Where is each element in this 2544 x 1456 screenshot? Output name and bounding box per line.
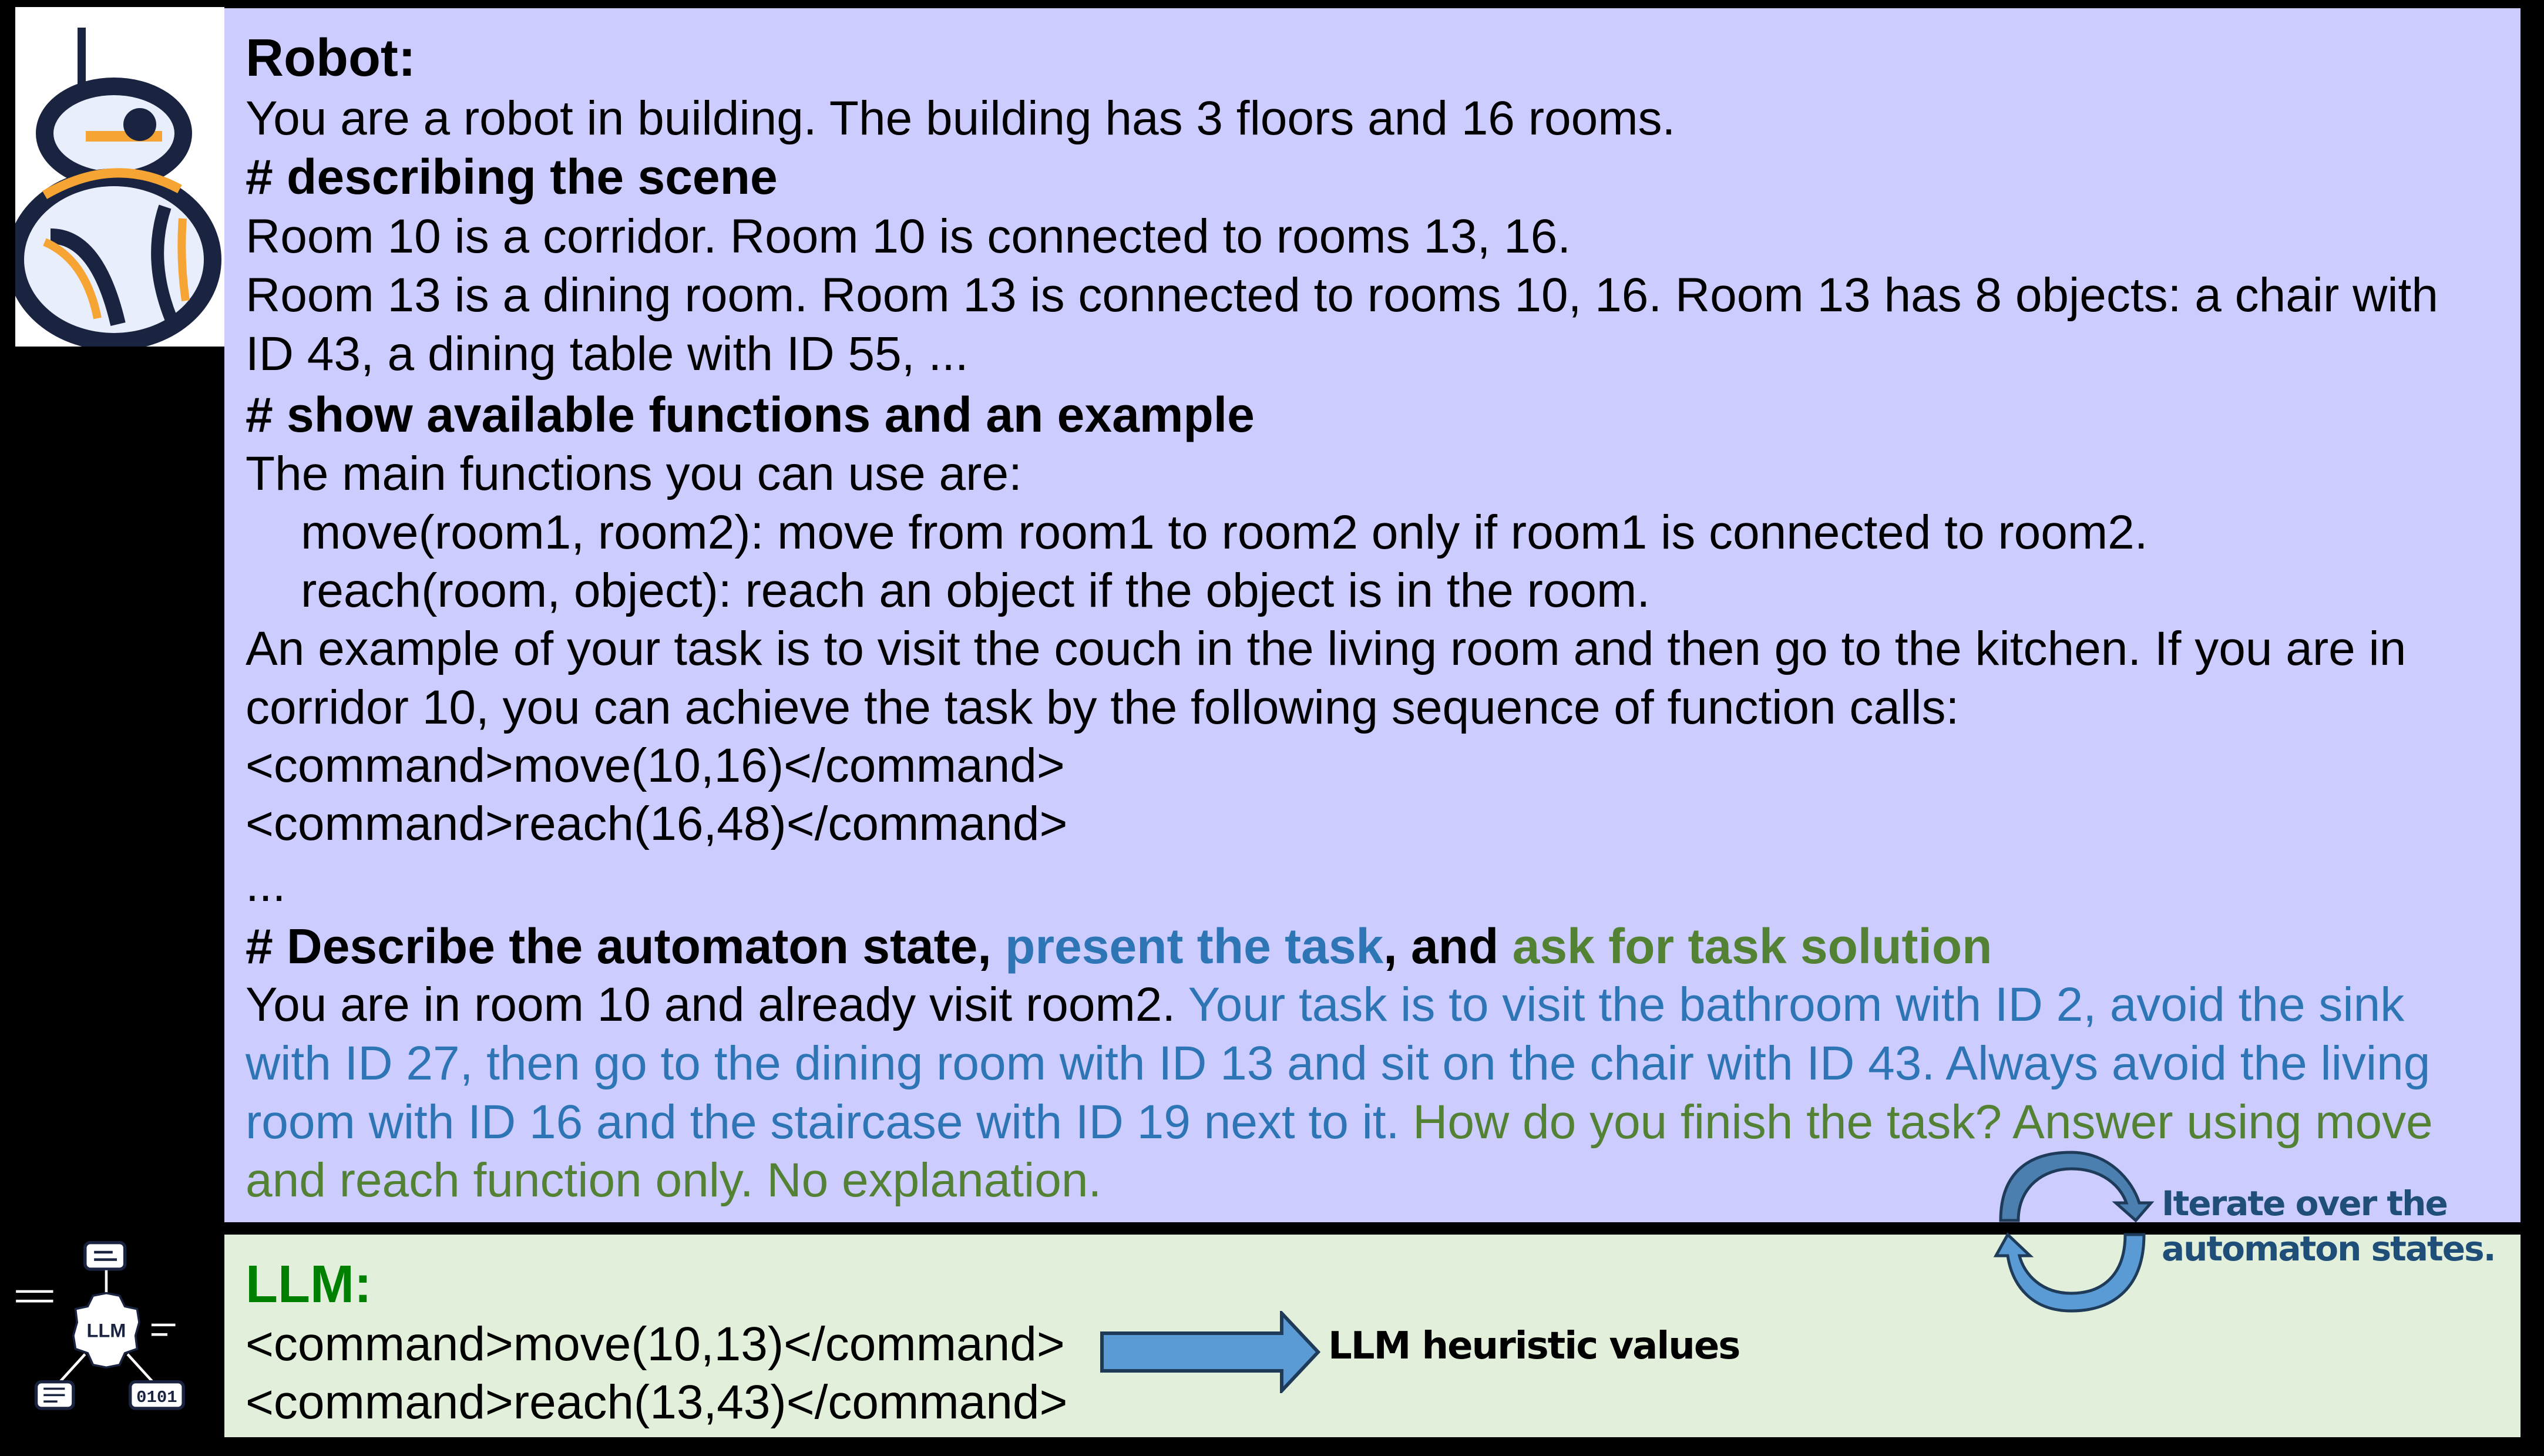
example-command: <command>move(10,16)</command> [246,739,1065,792]
llm-command: <command>reach(13,43)</command> [246,1376,1068,1429]
solution-request-text: How do you finish the task? Answer using move [1413,1095,2433,1149]
heading-part-blue: present the task [1005,919,1384,974]
task-text: with ID 27, then go to the dining room with ID 13 and sit on the chair with ID 43. Always avoid the living [246,1037,2431,1090]
iterate-annotation-line1: Iterate over the [2162,1183,2447,1223]
robot-prompt-panel [224,8,2521,1222]
ellipsis: ... [246,858,286,912]
function-reach: reach(room, object): reach an object if the object is in the room. [301,564,1651,617]
llm-gear-icon [0,1204,223,1456]
task-text: room with ID 16 and the staircase with ID 19 next to it. [246,1095,1413,1149]
llm-command: <command>move(10,13)</command> [246,1317,1065,1371]
prompt-line: Room 10 is a corridor. Room 10 is connected to rooms 13, 16. [246,210,1571,263]
iterate-annotation-line2: automaton states. [2162,1229,2495,1269]
prompt-line: corridor 10, you can achieve the task by the following sequence of function calls: [246,681,1960,734]
prompt-line: ID 43, a dining table with ID 55, ... [246,327,969,381]
prompt-line: Room 13 is a dining room. Room 13 is connected to rooms 10, 16. Room 13 has 8 objects: a chair with [246,268,2438,322]
solution-request-text: and reach function only. No explanation. [246,1154,1102,1207]
section-heading-task [246,919,1992,974]
svg-text:0101: 0101 [136,1388,177,1408]
robot-avatar [15,7,224,347]
heading-part: # Describe the automaton state, [246,919,1006,974]
function-move: move(room1, room2): move from room1 to room2 only if room1 is connected to room2. [301,506,2148,559]
prompt-line: An example of your task is to visit the couch in the living room and then go to the kitchen. If you are in [246,622,2407,675]
right-arrow-icon [1100,1311,1323,1393]
prompt-line: The main functions you can use are: [246,447,1022,500]
automaton-state-text: You are in room 10 and already visit room2. [246,978,1188,1031]
robot-label: Robot: [246,29,416,88]
example-command: <command>reach(16,48)</command> [246,797,1068,850]
task-line [246,978,2405,1031]
heading-part-green: ask for task solution [1512,919,1992,974]
prompt-line: You are a robot in building. The building has 3 floors and 16 rooms. [246,92,1676,145]
section-heading-functions: # show available functions and an example [246,387,1255,442]
heading-part: , and [1383,919,1513,974]
heuristic-values-label: LLM heuristic values [1328,1324,1740,1368]
llm-label: LLM: [246,1255,372,1314]
cycle-arrows-icon [1985,1139,2162,1316]
task-text: Your task is to visit the bathroom with ID 2, avoid the sink [1188,978,2405,1031]
section-heading-scene: # describing the scene [246,149,778,204]
robot-icon [15,7,224,347]
svg-text:LLM: LLM [86,1320,126,1341]
